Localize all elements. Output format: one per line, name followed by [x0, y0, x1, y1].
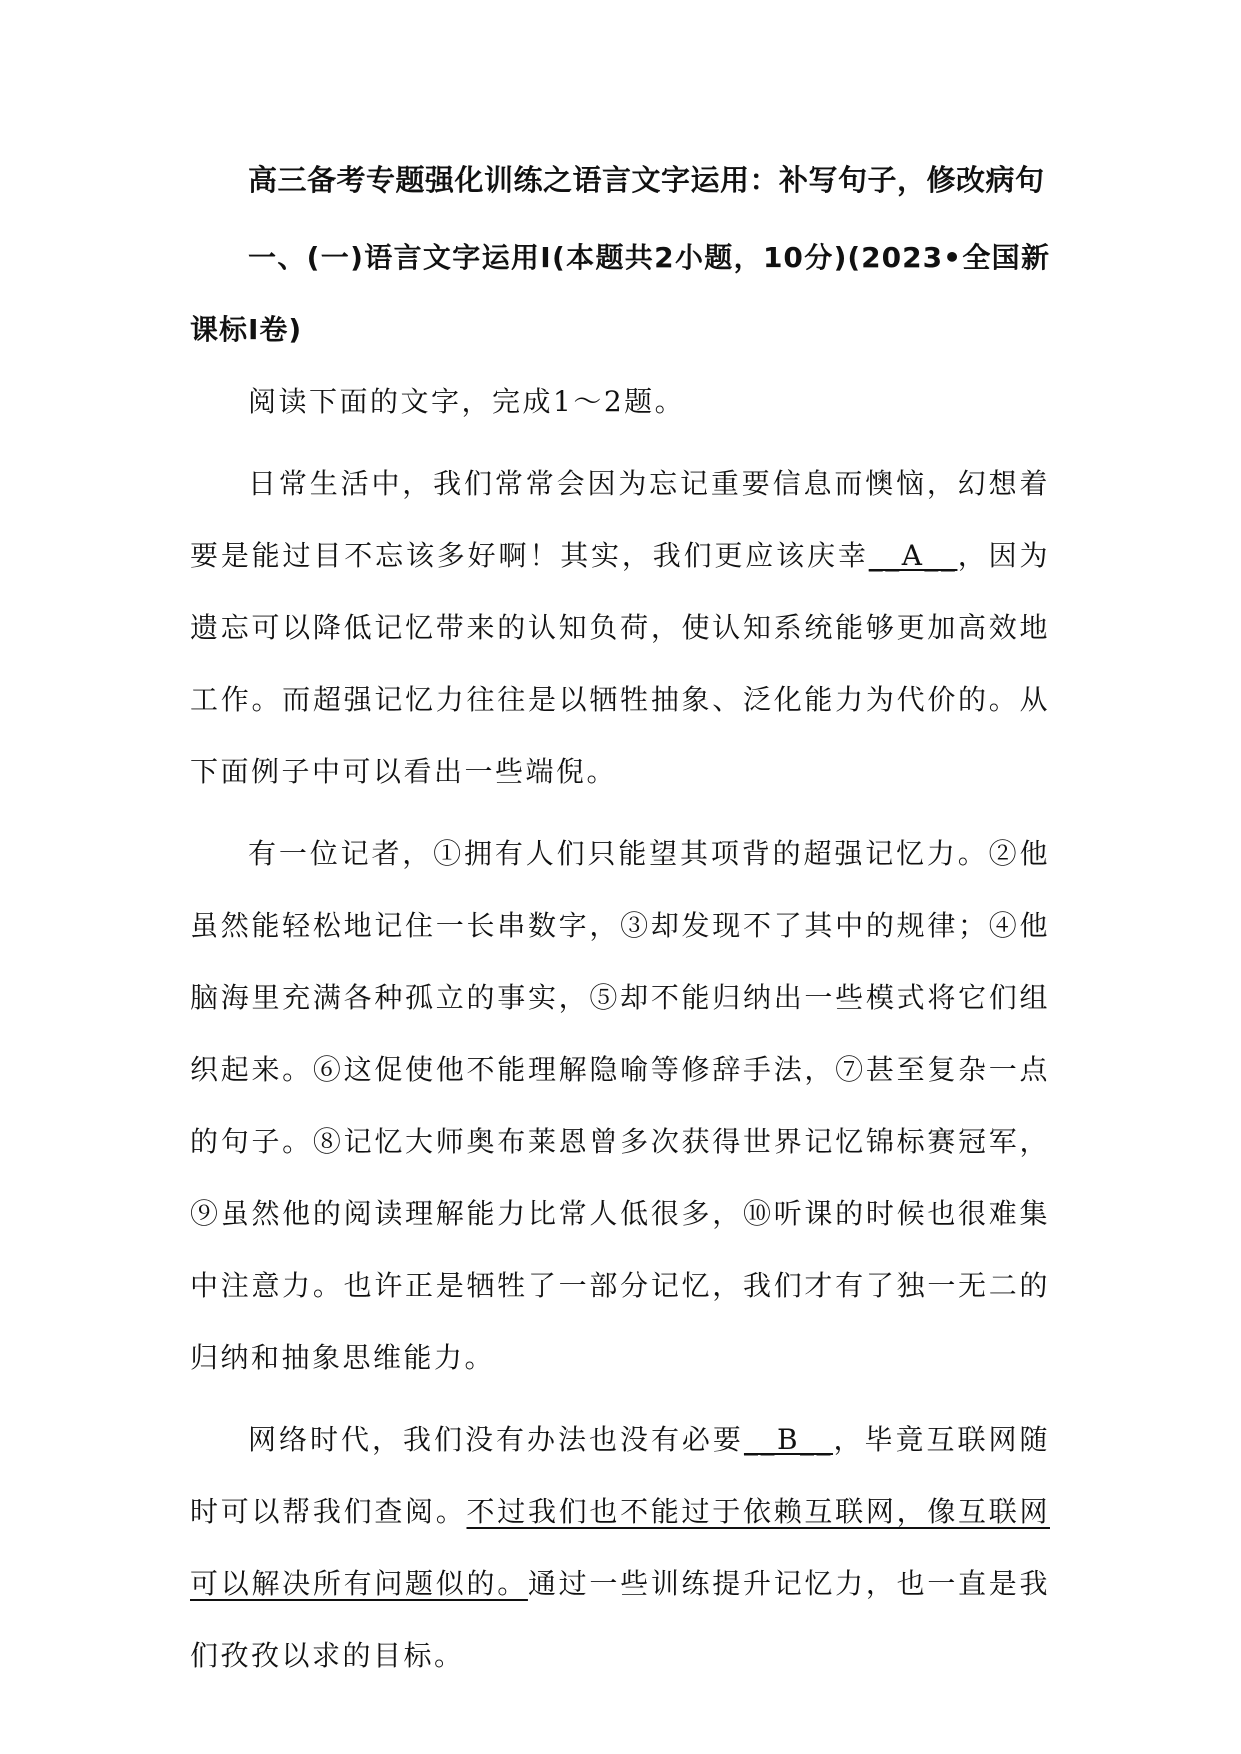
blank-a: __A__ — [868, 539, 958, 572]
paragraph-1-text-before-blank: 日常生活中，我们常常会因为忘记重要信息而懊恼，幻想着要是能过目不忘该多好啊！其实，我们更应该庆幸 — [190, 467, 1050, 572]
underlined-sentence: 不过我们也不能过于依赖互联网，像互联网可以解决所有问题似的。 — [190, 1495, 1050, 1600]
paragraph-1-text-after-blank: ，因为遗忘可以降低记忆带来的认知负荷，使认知系统能够更加高效地工作。而超强记忆力往往是以牺牲抽象、泛化能力为代价的。从下面例子中可以看出一些端倪。 — [190, 539, 1050, 788]
blank-b: __B__ — [743, 1423, 834, 1456]
passage-paragraph-1 — [190, 448, 1050, 808]
passage-paragraph-2: 有一位记者，①拥有人们只能望其项背的超强记忆力。②他虽然能轻松地记住一长串数字，③却发现不了其中的规律；④他脑海里充满各种孤立的事实，⑤却不能归纳出一些模式将它们组织起来。⑥这促使他不能理解隐喻等修辞手法，⑦甚至复杂一点的句子。⑧记忆大师奥布莱恩曾多次获得世界记忆锦标赛冠军，⑨虽然他的阅读理解能力比常人低很多，⑩听课的时候也很难集中注意力。也许正是牺牲了一部分记忆，我们才有了独一无二的归纳和抽象思维能力。 — [190, 837, 1050, 1374]
document-title: 高三备考专题强化训练之语言文字运用：补写句子，修改病句 — [248, 163, 1045, 197]
instruction-text: 阅读下面的文字，完成1～2题。 — [248, 385, 686, 418]
document-page — [190, 160, 1050, 1702]
paragraph-3-text-after: 通过一些训练提升记忆力，也一直是我们孜孜以求的目标。 — [190, 1567, 1050, 1672]
section-heading: 一、(一)语言文字运用Ⅰ(本题共2小题，10分)(2023•全国新课标Ⅰ卷) — [190, 241, 1050, 346]
passage-paragraph-3 — [190, 1404, 1050, 1692]
paragraph-3-text-middle: ，毕竟互联网随时可以帮我们查阅。 — [190, 1423, 1050, 1528]
paragraph-3-text-before-blank: 网络时代，我们没有办法也没有必要 — [248, 1423, 744, 1456]
